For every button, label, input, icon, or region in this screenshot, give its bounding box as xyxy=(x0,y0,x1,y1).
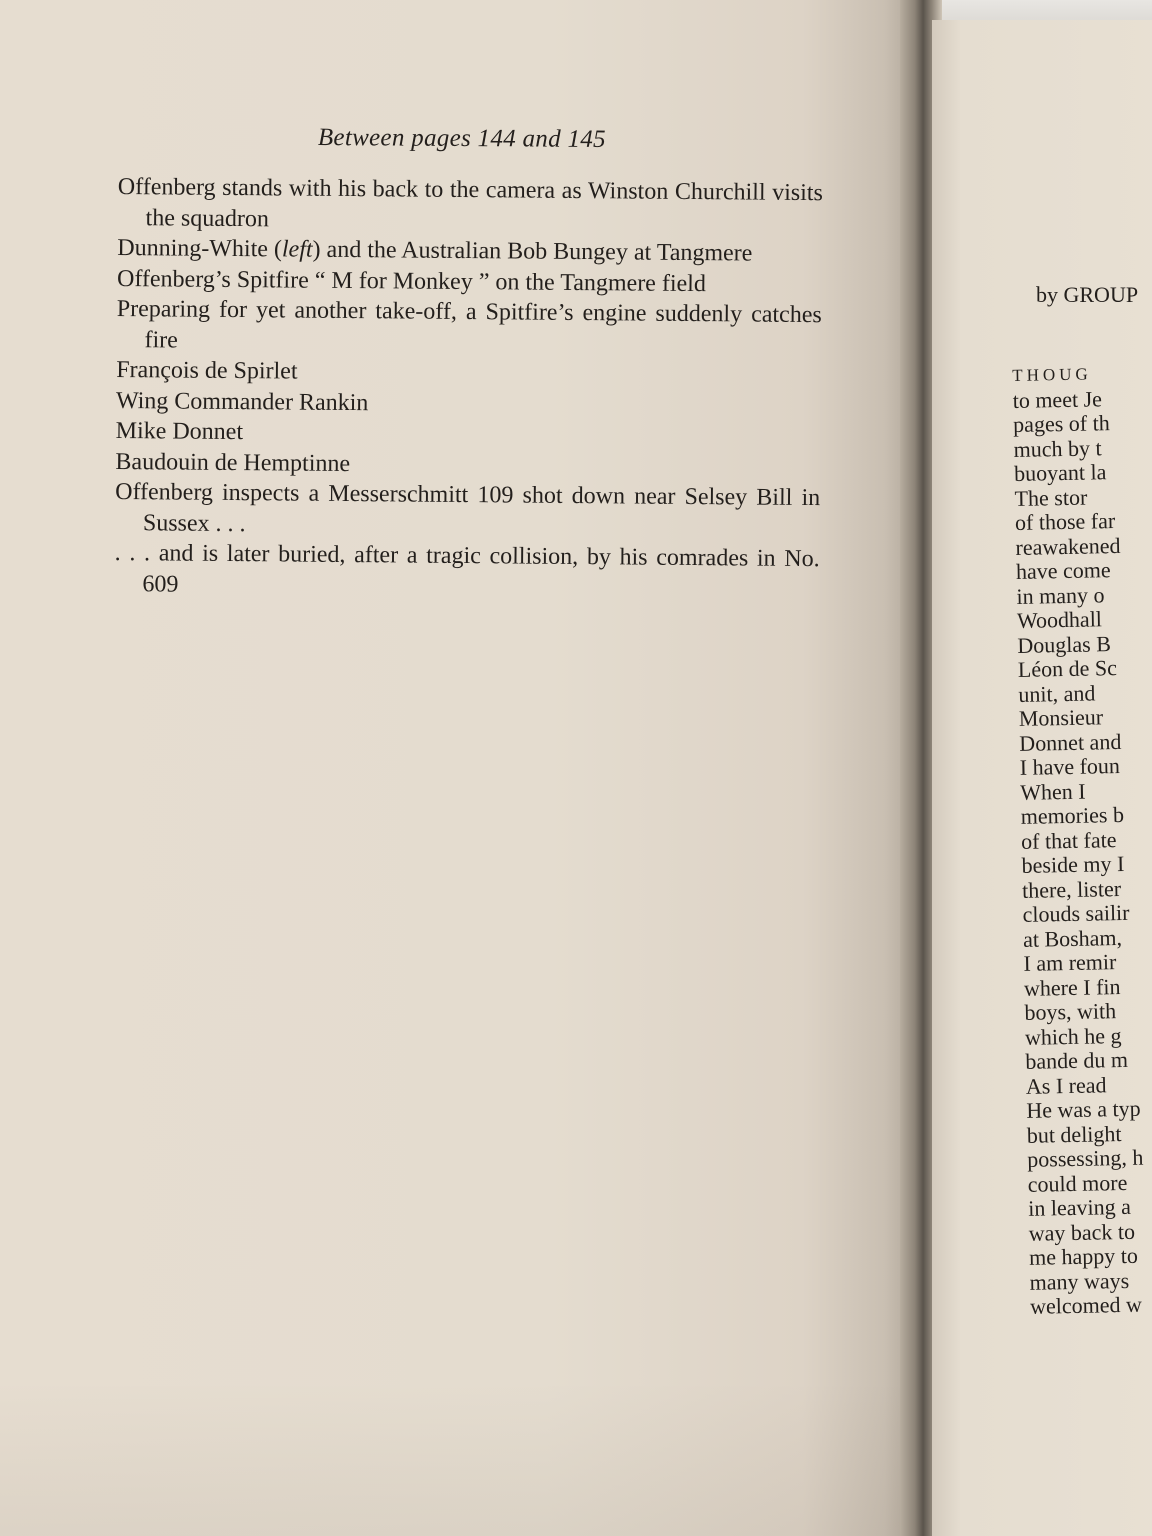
foreword-line: Douglas B xyxy=(1017,630,1112,658)
caption-text: Dunning-White ( xyxy=(117,234,283,263)
foreword-line: possessing, h xyxy=(1027,1144,1144,1172)
foreword-line: but delight xyxy=(1026,1120,1122,1148)
caption-item: Preparing for yet another take-off, a Spitfire’s engine suddenly catches fire xyxy=(116,295,822,354)
page-heading: Between pages 144 and 145 xyxy=(317,124,607,154)
foreword-line: clouds sailir xyxy=(1022,899,1130,927)
foreword-line: Woodhall xyxy=(1016,606,1103,633)
foreword-line: THOUG xyxy=(1012,364,1092,385)
foreword-line: of those far xyxy=(1014,508,1116,535)
foreword-line: reawakened xyxy=(1015,532,1121,560)
foreword-text-block xyxy=(1012,360,1152,1319)
foreword-line: The stor xyxy=(1014,484,1088,511)
caption-item: Offenberg inspects a Messerschmitt 109 shot down near Selsey Bill in Sussex . . . xyxy=(115,478,821,537)
foreword-line: memories b xyxy=(1020,801,1125,829)
caption-item: Mike Donnet xyxy=(115,417,244,446)
foreword-line: unit, and xyxy=(1018,679,1096,707)
foreword-line: pages of th xyxy=(1012,410,1110,437)
foreword-line: beside my I xyxy=(1021,850,1125,878)
foreword-line: there, lister xyxy=(1021,875,1122,903)
caption-item: François de Spirlet xyxy=(116,356,298,385)
foreword-line: I am remir xyxy=(1023,949,1117,976)
foreword-line: at Bosham, xyxy=(1022,924,1123,952)
caption-item: Wing Commander Rankin xyxy=(115,387,369,416)
caption-item: Offenberg’s Spitfire “ M for Monkey ” on the Tangmere field xyxy=(116,265,707,297)
foreword-line: He was a typ xyxy=(1026,1095,1141,1123)
foreword-line: me happy to xyxy=(1028,1242,1139,1270)
foreword-line: bande du m xyxy=(1025,1046,1129,1074)
foreword-line: boys, with xyxy=(1024,998,1117,1025)
caption-italic-text: left xyxy=(281,236,313,263)
foreword-line: many ways xyxy=(1029,1267,1130,1295)
illustration-caption-list xyxy=(114,172,823,605)
caption-item: Baudouin de Hemptinne xyxy=(115,448,351,477)
foreword-line: way back to xyxy=(1028,1218,1136,1246)
page-shading xyxy=(0,1380,912,1536)
foreword-byline: by GROUP xyxy=(1036,282,1139,307)
foreword-line: welcomed w xyxy=(1029,1291,1143,1319)
foreword-line: to meet Je xyxy=(1012,385,1103,413)
foreword-line: Monsieur xyxy=(1018,704,1104,731)
foreword-line: could more xyxy=(1027,1169,1128,1197)
foreword-line: Léon de Sc xyxy=(1017,655,1118,682)
caption-text: ) and the Australian Bob Bungey at Tangmere xyxy=(312,236,753,267)
foreword-line: much by t xyxy=(1013,434,1102,462)
foreword-line: As I read xyxy=(1025,1071,1107,1099)
foreword-line: of that fate xyxy=(1020,826,1117,854)
caption-item: Offenberg stands with his back to the camera as Winston Churchill visits the squadron xyxy=(117,173,823,232)
foreword-line: where I fin xyxy=(1023,973,1121,1001)
foreword-line: buoyant la xyxy=(1013,459,1107,486)
caption-item: . . . and is later buried, after a tragic collision, by his comrades in No. 609 xyxy=(114,539,820,598)
foreword-line: which he g xyxy=(1024,1022,1122,1050)
foreword-line: Donnet and xyxy=(1019,728,1122,756)
foreword-line: in many o xyxy=(1016,581,1105,609)
foreword-line: in leaving a xyxy=(1027,1193,1132,1221)
foreword-line: I have foun xyxy=(1019,753,1121,780)
foreword-line: When I xyxy=(1019,778,1086,805)
foreword-line: have come xyxy=(1015,557,1111,584)
